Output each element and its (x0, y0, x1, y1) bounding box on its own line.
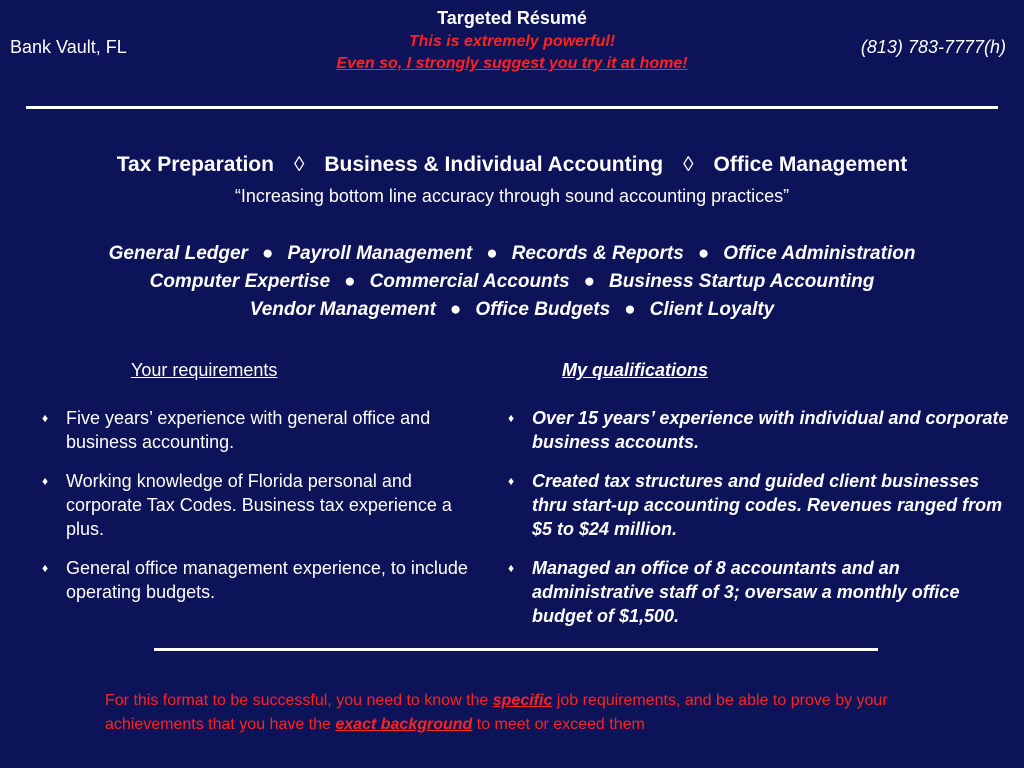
diamond-bullet-icon: ♦ (508, 411, 515, 425)
list-item (42, 469, 482, 541)
diamond-bullet-icon: ♦ (42, 561, 49, 575)
bullet-dot-icon: ● (624, 299, 636, 320)
requirement-text: Working knowledge of Florida personal and corporate Tax Codes. Business tax experience a plus. (66, 471, 452, 539)
diamond-bullet-icon: ♦ (42, 474, 49, 488)
list-item (42, 556, 482, 604)
qualification-text: Over 15 years’ experience with individual and corporate business accounts. (532, 408, 1009, 452)
qualification-text: Managed an office of 8 accountants and an administrative staff of 3; oversaw a monthly office budget of $1,500. (532, 558, 960, 626)
qualifications-list (508, 406, 1018, 643)
skill-item: Client Loyalty (649, 299, 775, 320)
subtitle-line-2: Even so, I strongly suggest you try it at home! (336, 55, 688, 72)
skill-item: Records & Reports (511, 243, 684, 264)
diamond-bullet-icon: ♦ (508, 561, 515, 575)
qualification-text: Created tax structures and guided client businesses thru start-up accounting codes. Revenues ranged from $5 to $24 million. (532, 471, 1003, 539)
subtitle-line-1: This is extremely powerful! (408, 33, 616, 50)
skill-item: Office Administration (723, 243, 916, 264)
tagline: “Increasing bottom line accuracy through sound accounting practices” (234, 186, 790, 206)
skill-item: Vendor Management (249, 299, 436, 320)
diamond-separator-icon: ◊ (293, 153, 305, 176)
skill-item: Business Startup Accounting (609, 271, 875, 292)
diamond-separator-icon: ◊ (683, 153, 694, 176)
skill-item: Payroll Management (287, 243, 473, 264)
list-item (42, 406, 482, 454)
bullet-dot-icon: ● (261, 243, 274, 264)
headline (0, 153, 1024, 177)
footer-text: For this format to be successful, you need to know the (105, 692, 493, 709)
skills-row (0, 240, 1024, 268)
bullet-dot-icon: ● (344, 271, 356, 292)
list-item (508, 556, 1018, 628)
skill-item: Office Budgets (475, 299, 611, 320)
bullet-dot-icon: ● (486, 243, 498, 264)
skill-item: General Ledger (108, 243, 248, 264)
skill-item: Commercial Accounts (369, 271, 570, 292)
list-item (508, 406, 1018, 454)
skills-row (0, 268, 1024, 296)
footer-emphasis-specific: specific (492, 692, 553, 709)
qualifications-heading: My qualifications (562, 360, 709, 380)
requirements-list (42, 406, 482, 619)
top-divider (26, 106, 998, 109)
skills-row (0, 296, 1024, 324)
bullet-dot-icon: ● (697, 243, 710, 264)
requirements-heading: Your requirements (131, 360, 278, 380)
headline-item-office-management: Office Management (713, 153, 908, 176)
diamond-bullet-icon: ♦ (42, 411, 49, 425)
location: Bank Vault, FL (10, 37, 127, 57)
skills-block (0, 240, 1024, 324)
footer-text: job requirements, and be able to prove by your achievements that you have the (105, 692, 888, 733)
list-item (508, 469, 1018, 541)
skill-item: Computer Expertise (149, 271, 331, 292)
resume-title: Targeted Résumé (437, 8, 587, 28)
bottom-divider (154, 648, 878, 651)
footer-note (105, 689, 965, 737)
bullet-dot-icon: ● (449, 299, 462, 320)
diamond-bullet-icon: ♦ (508, 474, 515, 488)
requirement-text: Five years’ experience with general office and business accounting. (66, 408, 431, 452)
bullet-dot-icon: ● (583, 271, 596, 292)
phone-number: (813) 783-7777(h) (860, 37, 1006, 57)
footer-emphasis-exact-background: exact background (335, 716, 473, 733)
requirement-text: General office management experience, to include operating budgets. (66, 558, 468, 602)
footer-text: to meet or exceed them (472, 716, 645, 733)
headline-item-tax-preparation: Tax Preparation (116, 153, 274, 176)
headline-item-accounting: Business & Individual Accounting (324, 153, 664, 176)
